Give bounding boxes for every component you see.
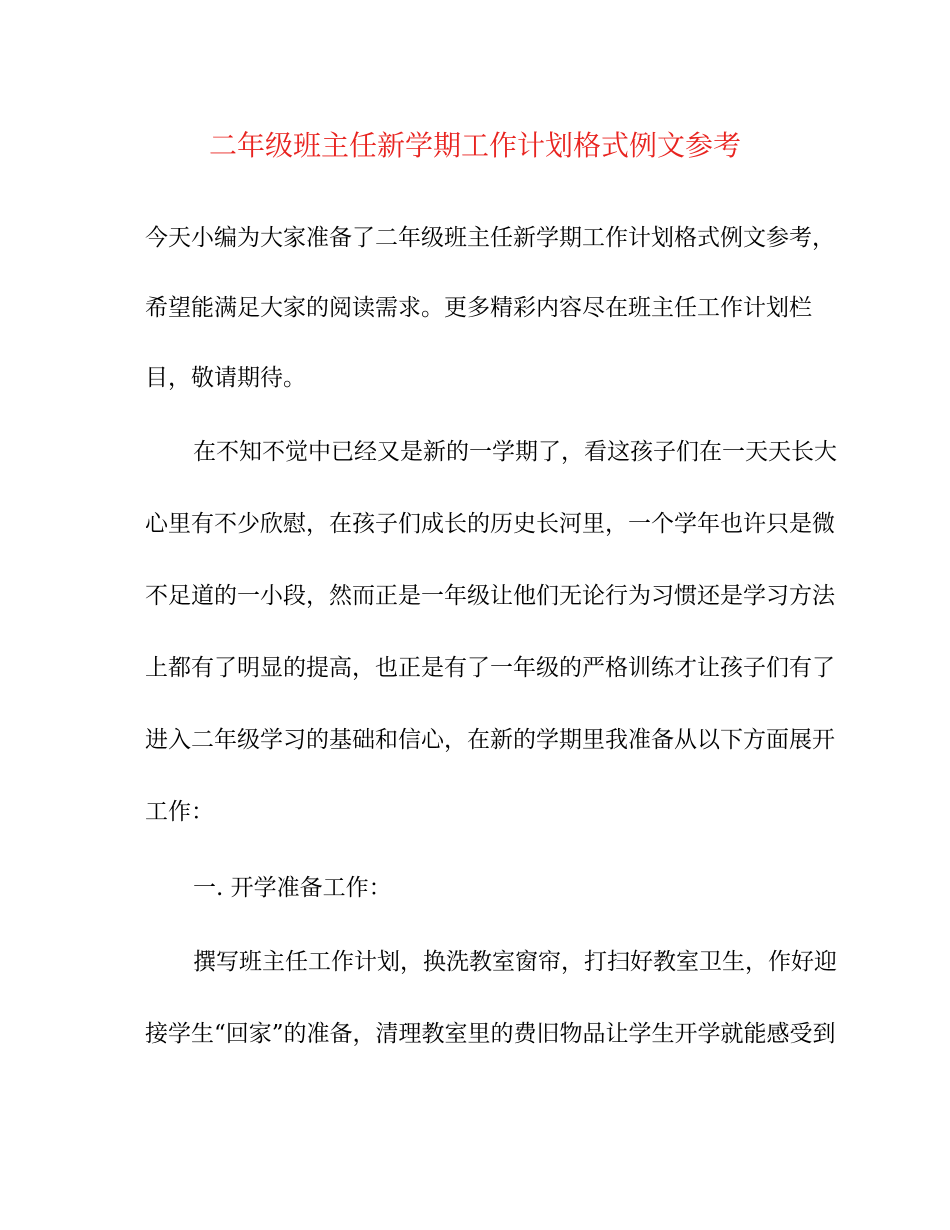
text-line: 心里有不少欣慰，在孩子们成长的历史长河里，一个学年也许只是微: [145, 511, 835, 537]
text-line: 进入二年级学习的基础和信心，在新的学期里我准备从以下方面展开: [145, 727, 835, 753]
text-line: 目，敬请期待。: [145, 365, 306, 391]
text-line: 在不知不觉中已经又是新的一学期了，看这孩子们在一天天长大: [193, 439, 837, 465]
document-title: 二年级班主任新学期工作计划格式例文参考: [208, 129, 741, 162]
text-line: 工作：: [145, 799, 214, 825]
text-line: 撰写班主任工作计划，换洗教室窗帘，打扫好教室卫生，作好迎: [193, 949, 837, 975]
section-heading: 一. 开学准备工作：: [193, 875, 392, 901]
text-line: 希望能满足大家的阅读需求。更多精彩内容尽在班主任工作计划栏: [145, 295, 812, 321]
text-line: 今天小编为大家准备了二年级班主任新学期工作计划格式例文参考，: [145, 225, 835, 251]
text-line: 上都有了明显的提高，也正是有了一年级的严格训练才让孩子们有了: [145, 655, 835, 681]
text-line: 不足道的一小段，然而正是一年级让他们无论行为习惯还是学习方法: [145, 583, 835, 609]
text-line: 接学生“回家”的准备，清理教室里的费旧物品让学生开学就能感受到: [145, 1021, 836, 1047]
